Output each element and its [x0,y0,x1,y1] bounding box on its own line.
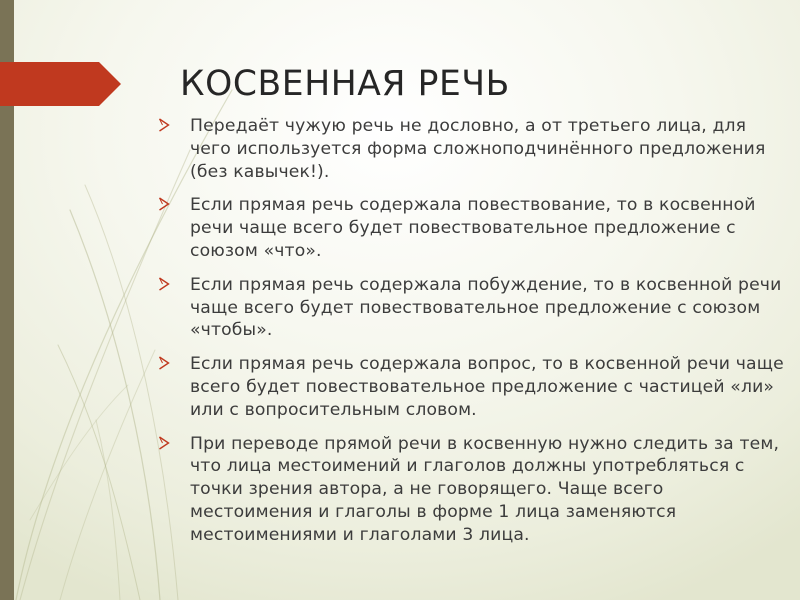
arrowhead-bullet-icon [158,277,170,291]
arrowhead-bullet-icon [158,356,170,370]
arrowhead-bullet-icon [158,197,170,211]
list-item [158,433,790,547]
bullet-text: Если прямая речь содержала повествование, то в косвенной речи чаще всего будет повествовательное предложение с союзом «что». [190,195,756,261]
slide-title: КОСВЕННАЯ РЕЧЬ [180,64,510,104]
bullet-list [158,115,790,558]
bullet-text: Передаёт чужую речь не дословно, а от третьего лица, для чего используется форма сложноподчинённого предложения (без кавычек!). [190,116,766,182]
bullet-text: При переводе прямой речи в косвенную нужно следить за тем, что лица местоимений и глаголов должны употребляться с точки зрения автора, а не говорящего. Чаще всего местоимения и глаголы в форме 1 лица заменяются местоимениями и глаголами 3 лица. [190,433,780,545]
bullet-text: Если прямая речь содержала вопрос, то в косвенной речи чаще всего будет повествовательное предложение с частицей «ли» или с вопросительным словом. [190,354,784,420]
arrowhead-bullet-icon [158,118,170,132]
bullet-text: Если прямая речь содержала побуждение, то в косвенной речи чаще всего будет повествовательное предложение с союзом «чтобы». [190,274,782,341]
list-item [158,194,790,262]
arrowhead-bullet-icon [158,436,170,450]
list-item [158,274,790,342]
list-item [158,353,790,421]
list-item [158,115,790,183]
title-arrow-banner [0,62,121,106]
